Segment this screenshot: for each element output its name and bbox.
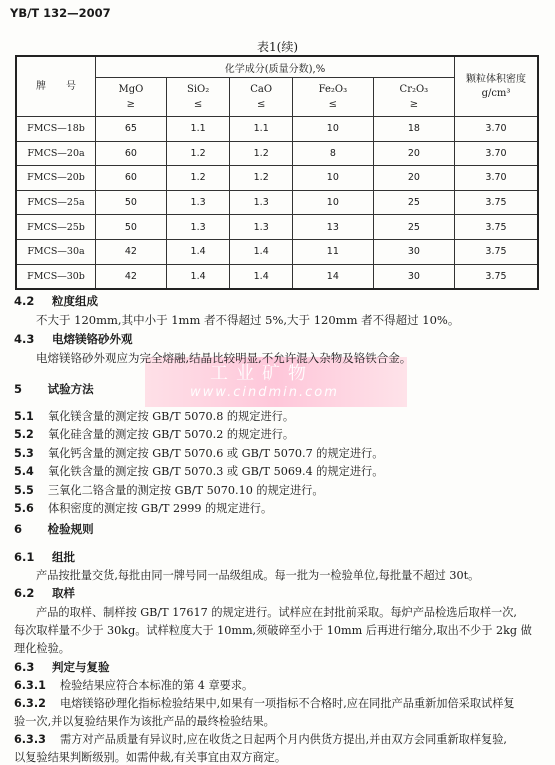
section-6-1-text: 产品按批量交货,每批由同一牌号同一品级组成。每一批为一检验单位,每批量不超过 30t。: [36, 569, 480, 582]
section-title: 电熔镁铬砂外观: [52, 332, 133, 346]
value-cell: 14: [292, 264, 373, 289]
section-number: 6: [14, 522, 23, 536]
table-row: [16, 264, 538, 289]
value-cell: 1.1: [166, 117, 230, 142]
section-4-2-text: 不大于 120mm,其中小于 1mm 者不得超过 5%,大于 120mm 者不得超过 10%。: [36, 313, 460, 327]
value-cell: 1.3: [166, 190, 230, 215]
value-cell: 11: [292, 239, 373, 264]
value-cell: 60: [96, 166, 167, 191]
section-title: 粒度组成: [52, 294, 99, 308]
brand-cell: FMCS—25a: [16, 190, 96, 215]
brand-cell: FMCS—30b: [16, 264, 96, 289]
value-cell: 8: [292, 141, 373, 166]
value-cell: 1.4: [166, 239, 230, 264]
value-cell: 65: [96, 117, 167, 142]
section-4-2-heading: [14, 293, 98, 309]
value-cell: 10: [292, 117, 373, 142]
section-6-2-line-2: 每次取样量不少于 30kg。试样粒度大于 10mm,须破碎至小于 10mm 后再进行缩分,取出不少于 2kg 做: [14, 624, 532, 637]
section-text: 氧化钙含量的测定按 GB/T 5070.6 或 GB/T 5070.7 的规定进行。: [48, 446, 384, 460]
section-title: 组批: [52, 550, 76, 564]
value-cell: 50: [96, 215, 167, 240]
component-name: Fe₂O₃: [318, 84, 348, 95]
value-cell: 1.2: [230, 141, 292, 166]
test-method-item: [14, 445, 543, 461]
section-text: 三氧化二铬含量的测定按 GB/T 5070.10 的规定进行。: [48, 483, 324, 497]
subheader-cell: [230, 78, 292, 117]
component-condition: ≤: [256, 99, 266, 110]
value-cell: 1.2: [166, 141, 230, 166]
section-6-1-heading: [14, 549, 75, 565]
value-cell: 1.3: [230, 190, 292, 215]
section-number: 6.1: [14, 550, 35, 564]
composition-table: [15, 55, 539, 290]
value-cell: 60: [96, 141, 167, 166]
section-number: 5.4: [14, 465, 34, 479]
value-cell: 42: [96, 264, 167, 289]
value-cell: 1.4: [230, 264, 292, 289]
section-text: 体积密度的测定按 GB/T 2999 的规定进行。: [48, 502, 273, 515]
value-cell: 10: [292, 190, 373, 215]
section-6-3-2-line-1: [14, 695, 543, 711]
section-6-2-line-3: 理化检验。: [14, 642, 70, 655]
section-number: 5.5: [14, 483, 34, 497]
test-method-item: [14, 500, 543, 516]
section-6-heading: [14, 521, 94, 537]
section-text: 检验结果应符合本标准的第 4 章要求。: [60, 679, 254, 692]
value-cell: 30: [373, 239, 454, 264]
section-6-3-3-line-2: 以复验结果判断级别。如需仲裁,有关事宜由双方商定。: [14, 751, 287, 764]
section-5-heading: [14, 381, 94, 397]
section-6-2-line-1: 产品的取样、制样按 GB/T 17617 的规定进行。试样应在封批前采取。每炉产品检选后取样一次,: [36, 606, 517, 619]
section-number: 5.1: [14, 410, 34, 423]
section-number: 5.6: [14, 502, 34, 515]
value-cell: 1.1: [230, 117, 292, 142]
value-cell: 18: [373, 117, 454, 142]
value-cell: 25: [373, 215, 454, 240]
test-method-item: [14, 426, 543, 442]
value-cell: 1.4: [166, 264, 230, 289]
value-cell: 1.3: [230, 215, 292, 240]
table-title: 表1(续): [257, 40, 298, 54]
value-cell: 42: [96, 239, 167, 264]
test-method-item: [14, 482, 543, 498]
component-name: MgO: [118, 84, 144, 95]
section-6-3-3-line-1: [14, 731, 543, 747]
section-number: 6.2: [14, 586, 35, 600]
test-method-item: [14, 408, 543, 424]
section-title: 取样: [52, 586, 76, 600]
value-cell: 13: [292, 215, 373, 240]
density-header: [455, 56, 539, 117]
subheader-cell: [373, 78, 454, 117]
value-cell: 3.75: [455, 239, 539, 264]
section-text: 氧化镁含量的测定按 GB/T 5070.8 的规定进行。: [48, 410, 295, 423]
component-condition: ≤: [328, 99, 338, 110]
table-row: [16, 215, 538, 240]
section-4-3-text: 电熔镁铬砂外观应为完全熔融,结晶比较明显,不允许混入杂物及铬铁合金。: [36, 351, 412, 365]
section-title: 判定与复验: [52, 660, 110, 674]
value-cell: 3.75: [455, 215, 539, 240]
subheader-cell: [96, 78, 167, 117]
section-6-2-heading: [14, 585, 75, 601]
density-label: 颗粒体积密度 g/cm³: [466, 73, 526, 99]
brand-cell: FMCS—30a: [16, 239, 96, 264]
subheader-cell: [166, 78, 230, 117]
value-cell: 30: [373, 264, 454, 289]
section-6-3-2-line-2: 验一次,并以复验结果作为该批产品的最终检验结果。: [14, 715, 275, 728]
table-row: [16, 239, 538, 264]
component-name: Cr₂O₃: [399, 84, 429, 95]
table-body: [16, 117, 538, 290]
value-cell: 10: [292, 166, 373, 191]
value-cell: 1.3: [166, 215, 230, 240]
brand-cell: FMCS—25b: [16, 215, 96, 240]
value-cell: 50: [96, 190, 167, 215]
brand-cell: FMCS—20b: [16, 166, 96, 191]
value-cell: 3.70: [455, 166, 539, 191]
section-6-3-1: [14, 677, 543, 693]
section-text: 电熔镁铬砂理化指标检验结果中,如果有一项指标不合格时,应在同批产品重新加倍采取试样复: [60, 697, 515, 710]
section-number: 4.3: [14, 332, 35, 346]
chemical-composition-header: 化学成分(质量分数),%: [96, 56, 455, 78]
value-cell: 3.75: [455, 264, 539, 289]
component-condition: ≥: [409, 99, 419, 110]
value-cell: 1.2: [230, 166, 292, 191]
section-text: 氧化硅含量的测定按 GB/T 5070.2 的规定进行。: [48, 428, 295, 442]
value-cell: 3.70: [455, 117, 539, 142]
value-cell: 20: [373, 166, 454, 191]
value-cell: 20: [373, 141, 454, 166]
table-row: [16, 166, 538, 191]
section-text: 需方对产品质量有异议时,应在收货之日起两个月内供货方提出,并由双方会同重新取样复验,: [60, 733, 507, 746]
test-method-item: [14, 463, 543, 479]
section-number: 5.3: [14, 446, 34, 460]
section-number: 6.3.2: [14, 697, 46, 710]
subheader-cell: [292, 78, 373, 117]
section-number: 5.2: [14, 428, 34, 442]
section-6-3-heading: [14, 659, 110, 675]
value-cell: 3.70: [455, 141, 539, 166]
section-title: 检验规则: [47, 522, 94, 536]
document-code: YB/T 132—2007: [10, 6, 111, 20]
table-row: [16, 190, 538, 215]
watermark-text: 工业矿物: [210, 363, 314, 384]
table-row: [16, 141, 538, 166]
component-condition: ≥: [126, 99, 136, 110]
value-cell: 1.4: [230, 239, 292, 264]
section-number: 5: [14, 382, 23, 396]
table-row: [16, 117, 538, 142]
section-number: 6.3: [14, 660, 35, 674]
section-number: 4.2: [14, 294, 35, 308]
watermark-url: www.cindmin.com: [190, 385, 339, 400]
brand-cell: FMCS—20a: [16, 141, 96, 166]
value-cell: 25: [373, 190, 454, 215]
value-cell: 1.2: [166, 166, 230, 191]
component-name: CaO: [250, 84, 273, 95]
brand-header: 牌 号: [16, 56, 96, 117]
section-number: 6.3.3: [14, 733, 46, 746]
section-title: 试验方法: [47, 382, 94, 396]
component-condition: ≤: [193, 99, 203, 110]
section-4-3-heading: [14, 331, 133, 347]
section-number: 6.3.1: [14, 679, 46, 692]
brand-cell: FMCS—18b: [16, 117, 96, 142]
value-cell: 3.75: [455, 190, 539, 215]
section-text: 氧化铁含量的测定按 GB/T 5070.3 或 GB/T 5069.4 的规定进行。: [48, 465, 384, 479]
component-name: SiO₂: [186, 84, 210, 95]
